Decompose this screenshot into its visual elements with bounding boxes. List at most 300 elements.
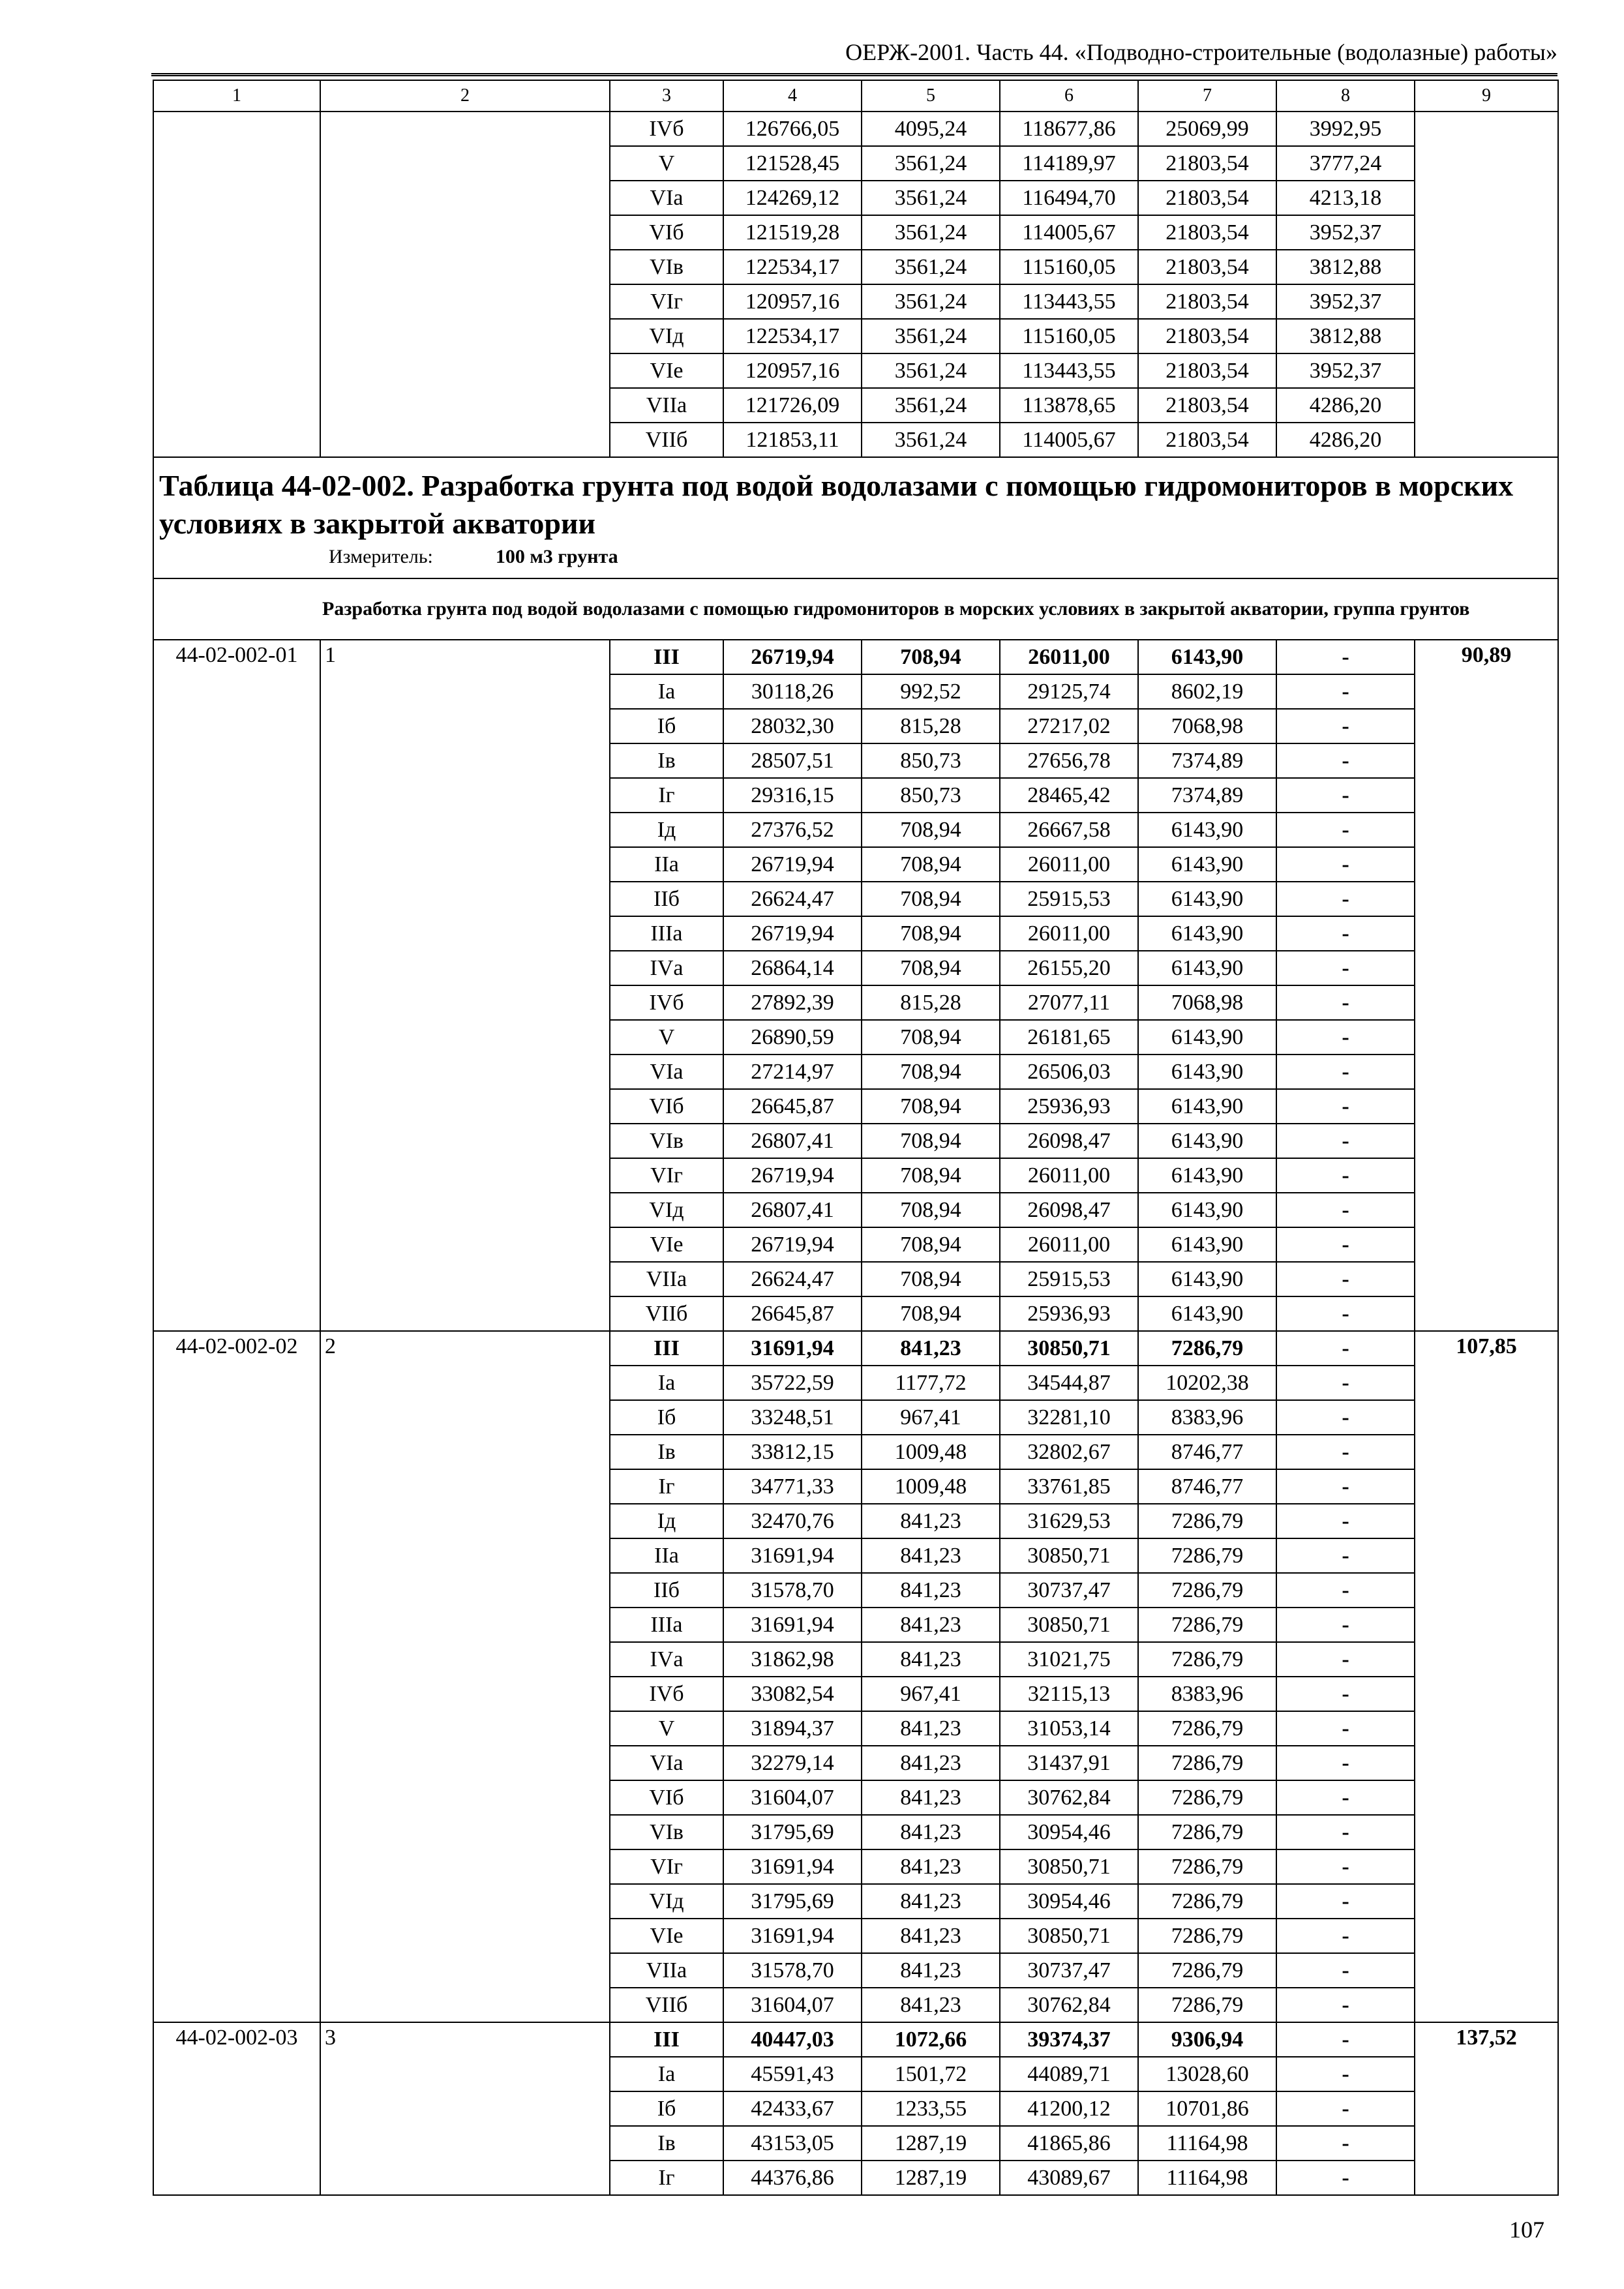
machinists-wages: 8383,96	[1138, 1677, 1276, 1711]
labor-cost: 90,89	[1415, 640, 1558, 1331]
column-number: 2	[320, 80, 610, 112]
table-title-row	[153, 457, 1558, 578]
machinists-wages: 6143,90	[1138, 640, 1276, 674]
col9-cell	[1415, 112, 1558, 457]
wages: 3561,24	[862, 250, 1000, 284]
column-number: 5	[862, 80, 1000, 112]
machinists-wages: 6143,90	[1138, 1055, 1276, 1089]
machines-cost: 26011,00	[1000, 1227, 1138, 1262]
soil-group: VIа	[610, 1055, 723, 1089]
total-cost: 26645,87	[723, 1296, 862, 1331]
soil-group: VIIб	[610, 1988, 723, 2022]
page-number: 107	[1509, 2217, 1544, 2243]
machines-cost: 30850,71	[1000, 1608, 1138, 1642]
wages: 1233,55	[862, 2091, 1000, 2126]
soil-group: VIб	[610, 1780, 723, 1815]
soil-group: Iб	[610, 1400, 723, 1435]
machines-cost: 34544,87	[1000, 1366, 1138, 1400]
wages: 3561,24	[862, 319, 1000, 353]
machines-cost: 44089,71	[1000, 2057, 1138, 2091]
machinists-wages: 21803,54	[1138, 388, 1276, 423]
machinists-wages: 7286,79	[1138, 1884, 1276, 1919]
total-cost: 44376,86	[723, 2161, 862, 2195]
machinists-wages: 8746,77	[1138, 1469, 1276, 1504]
soil-group: VIIа	[610, 1953, 723, 1988]
machines-cost: 27656,78	[1000, 743, 1138, 778]
soil-group: Iв	[610, 743, 723, 778]
machines-cost: 113443,55	[1000, 284, 1138, 319]
wages: 708,94	[862, 951, 1000, 985]
machines-cost: 28465,42	[1000, 778, 1138, 813]
machines-cost: 25936,93	[1000, 1296, 1138, 1331]
soil-group: VIв	[610, 1815, 723, 1849]
soil-group: VIе	[610, 353, 723, 388]
total-cost: 27214,97	[723, 1055, 862, 1089]
wages: 1287,19	[862, 2126, 1000, 2161]
machinists-wages: 7286,79	[1138, 1642, 1276, 1677]
table-row-main	[153, 1331, 1558, 1366]
soil-group: Iа	[610, 674, 723, 709]
materials-cost: -	[1276, 1366, 1415, 1400]
soil-group: VIв	[610, 250, 723, 284]
materials-cost: -	[1276, 1919, 1415, 1953]
machines-cost: 26098,47	[1000, 1193, 1138, 1227]
materials-cost: -	[1276, 1642, 1415, 1677]
total-cost: 26719,94	[723, 916, 862, 951]
machines-cost: 33761,85	[1000, 1469, 1138, 1504]
machinists-wages: 10202,38	[1138, 1366, 1276, 1400]
materials-cost: -	[1276, 778, 1415, 813]
machinists-wages: 7286,79	[1138, 1988, 1276, 2022]
soil-group: III	[610, 2022, 723, 2057]
soil-group: III	[610, 1331, 723, 1366]
materials-cost: -	[1276, 916, 1415, 951]
rate-number: 2	[320, 1331, 610, 2022]
materials-cost: -	[1276, 1504, 1415, 1538]
machines-cost: 31053,14	[1000, 1711, 1138, 1746]
machines-cost: 26011,00	[1000, 847, 1138, 882]
wages: 815,28	[862, 709, 1000, 743]
total-cost: 122534,17	[723, 319, 862, 353]
materials-cost: -	[1276, 1988, 1415, 2022]
materials-cost: -	[1276, 1296, 1415, 1331]
machinists-wages: 7374,89	[1138, 743, 1276, 778]
wages: 708,94	[862, 1020, 1000, 1055]
soil-group: VIб	[610, 215, 723, 250]
total-cost: 45591,43	[723, 2057, 862, 2091]
total-cost: 26807,41	[723, 1193, 862, 1227]
machinists-wages: 7286,79	[1138, 1504, 1276, 1538]
wages: 3561,24	[862, 388, 1000, 423]
materials-cost: 3952,37	[1276, 353, 1415, 388]
machines-cost: 29125,74	[1000, 674, 1138, 709]
machines-cost: 30737,47	[1000, 1953, 1138, 1988]
machines-cost: 113878,65	[1000, 388, 1138, 423]
machines-cost: 25915,53	[1000, 1262, 1138, 1296]
column-number: 3	[610, 80, 723, 112]
materials-cost: -	[1276, 1469, 1415, 1504]
soil-group: Iб	[610, 2091, 723, 2126]
materials-cost: -	[1276, 1055, 1415, 1089]
wages: 967,41	[862, 1400, 1000, 1435]
rate-number: 1	[320, 640, 610, 1331]
wages: 841,23	[862, 1953, 1000, 1988]
total-cost: 31691,94	[723, 1608, 862, 1642]
soil-group: VIг	[610, 1158, 723, 1193]
wages: 992,52	[862, 674, 1000, 709]
machines-cost: 26506,03	[1000, 1055, 1138, 1089]
wages: 841,23	[862, 1642, 1000, 1677]
machines-cost: 30850,71	[1000, 1849, 1138, 1884]
machinists-wages: 21803,54	[1138, 423, 1276, 457]
materials-cost: -	[1276, 1849, 1415, 1884]
soil-group: IIа	[610, 847, 723, 882]
total-cost: 31862,98	[723, 1642, 862, 1677]
machines-cost: 30954,46	[1000, 1884, 1138, 1919]
total-cost: 42433,67	[723, 2091, 862, 2126]
machinists-wages: 6143,90	[1138, 1158, 1276, 1193]
total-cost: 26719,94	[723, 1158, 862, 1193]
soil-group: Iа	[610, 2057, 723, 2091]
column-number: 6	[1000, 80, 1138, 112]
machinists-wages: 6143,90	[1138, 882, 1276, 916]
machinists-wages: 9306,94	[1138, 2022, 1276, 2057]
materials-cost: -	[1276, 1435, 1415, 1469]
soil-group: IIб	[610, 1573, 723, 1608]
total-cost: 126766,05	[723, 112, 862, 146]
wages: 708,94	[862, 1227, 1000, 1262]
machines-cost: 114005,67	[1000, 423, 1138, 457]
soil-group: VIг	[610, 284, 723, 319]
column-number: 7	[1138, 80, 1276, 112]
machinists-wages: 6143,90	[1138, 1124, 1276, 1158]
wages: 708,94	[862, 847, 1000, 882]
machines-cost: 41865,86	[1000, 2126, 1138, 2161]
wages: 841,23	[862, 1780, 1000, 1815]
machinists-wages: 11164,98	[1138, 2126, 1276, 2161]
machinists-wages: 21803,54	[1138, 284, 1276, 319]
machines-cost: 116494,70	[1000, 181, 1138, 215]
materials-cost: -	[1276, 2126, 1415, 2161]
machinists-wages: 10701,86	[1138, 2091, 1276, 2126]
section-title: Разработка грунта под водой водолазами с помощью гидромониторов в морских условиях в закрытой акватории, группа грунтов	[153, 578, 1558, 640]
soil-group: IVб	[610, 985, 723, 1020]
measure-line	[159, 543, 1552, 571]
materials-cost: 3952,37	[1276, 284, 1415, 319]
soil-group: Iв	[610, 1435, 723, 1469]
machinists-wages: 8383,96	[1138, 1400, 1276, 1435]
materials-cost: 3812,88	[1276, 319, 1415, 353]
wages: 841,23	[862, 1538, 1000, 1573]
wages: 3561,24	[862, 181, 1000, 215]
materials-cost: 3777,24	[1276, 146, 1415, 181]
machines-cost: 27077,11	[1000, 985, 1138, 1020]
materials-cost: -	[1276, 813, 1415, 847]
total-cost: 31578,70	[723, 1953, 862, 1988]
machinists-wages: 7286,79	[1138, 1538, 1276, 1573]
wages: 815,28	[862, 985, 1000, 1020]
total-cost: 121528,45	[723, 146, 862, 181]
materials-cost: -	[1276, 1953, 1415, 1988]
materials-cost: 4286,20	[1276, 388, 1415, 423]
materials-cost: -	[1276, 882, 1415, 916]
materials-cost: -	[1276, 709, 1415, 743]
column-number-row	[153, 80, 1558, 112]
rate-number: 3	[320, 2022, 610, 2195]
materials-cost: 4286,20	[1276, 423, 1415, 457]
table-title-cell	[153, 457, 1558, 578]
materials-cost: 3952,37	[1276, 215, 1415, 250]
machinists-wages: 7286,79	[1138, 1849, 1276, 1884]
total-cost: 31604,07	[723, 1988, 862, 2022]
materials-cost: -	[1276, 1677, 1415, 1711]
machinists-wages: 6143,90	[1138, 951, 1276, 985]
materials-cost: -	[1276, 2091, 1415, 2126]
wages: 1177,72	[862, 1366, 1000, 1400]
materials-cost: -	[1276, 951, 1415, 985]
wages: 841,23	[862, 1988, 1000, 2022]
labor-cost: 107,85	[1415, 1331, 1558, 2022]
machines-cost: 39374,37	[1000, 2022, 1138, 2057]
machines-cost: 26155,20	[1000, 951, 1138, 985]
total-cost: 26624,47	[723, 882, 862, 916]
rates-table	[153, 80, 1559, 2196]
soil-group: V	[610, 146, 723, 181]
machinists-wages: 6143,90	[1138, 916, 1276, 951]
materials-cost: -	[1276, 1538, 1415, 1573]
total-cost: 32279,14	[723, 1746, 862, 1780]
wages: 708,94	[862, 640, 1000, 674]
soil-group: IIб	[610, 882, 723, 916]
wages: 841,23	[862, 1849, 1000, 1884]
machines-cost: 31437,91	[1000, 1746, 1138, 1780]
measure-value: 100 м3 грунта	[495, 546, 618, 567]
materials-cost: -	[1276, 1746, 1415, 1780]
machinists-wages: 21803,54	[1138, 215, 1276, 250]
soil-group: VIIа	[610, 1262, 723, 1296]
header-rule	[151, 73, 1557, 76]
machinists-wages: 7286,79	[1138, 1331, 1276, 1366]
machines-cost: 30762,84	[1000, 1988, 1138, 2022]
machines-cost: 30850,71	[1000, 1331, 1138, 1366]
machines-cost: 43089,67	[1000, 2161, 1138, 2195]
total-cost: 28032,30	[723, 709, 862, 743]
machines-cost: 41200,12	[1000, 2091, 1138, 2126]
total-cost: 26719,94	[723, 847, 862, 882]
running-header: ОЕРЖ-2001. Часть 44. «Подводно-строительные (водолазные) работы»	[845, 39, 1557, 65]
wages: 841,23	[862, 1504, 1000, 1538]
materials-cost: -	[1276, 1020, 1415, 1055]
machinists-wages: 6143,90	[1138, 1089, 1276, 1124]
machinists-wages: 7286,79	[1138, 1711, 1276, 1746]
column-number: 4	[723, 80, 862, 112]
soil-group: VIIб	[610, 1296, 723, 1331]
machinists-wages: 7286,79	[1138, 1608, 1276, 1642]
machinists-wages: 6143,90	[1138, 1020, 1276, 1055]
wages: 708,94	[862, 1089, 1000, 1124]
wages: 1072,66	[862, 2022, 1000, 2057]
total-cost: 34771,33	[723, 1469, 862, 1504]
machines-cost: 25936,93	[1000, 1089, 1138, 1124]
materials-cost: -	[1276, 743, 1415, 778]
soil-group: V	[610, 1020, 723, 1055]
wages: 841,23	[862, 1573, 1000, 1608]
total-cost: 29316,15	[723, 778, 862, 813]
wages: 3561,24	[862, 146, 1000, 181]
materials-cost: -	[1276, 640, 1415, 674]
soil-group: IIIа	[610, 1608, 723, 1642]
soil-group: Iг	[610, 2161, 723, 2195]
labor-cost: 137,52	[1415, 2022, 1558, 2195]
total-cost: 31691,94	[723, 1919, 862, 1953]
materials-cost: -	[1276, 674, 1415, 709]
total-cost: 26719,94	[723, 640, 862, 674]
total-cost: 26719,94	[723, 1227, 862, 1262]
machines-cost: 30954,46	[1000, 1815, 1138, 1849]
soil-group: Iв	[610, 2126, 723, 2161]
total-cost: 43153,05	[723, 2126, 862, 2161]
wages: 1009,48	[862, 1469, 1000, 1504]
machines-cost: 26667,58	[1000, 813, 1138, 847]
materials-cost: -	[1276, 1262, 1415, 1296]
soil-group: VIд	[610, 319, 723, 353]
soil-group: III	[610, 640, 723, 674]
rate-code: 44-02-002-02	[153, 1331, 320, 2022]
materials-cost: -	[1276, 985, 1415, 1020]
total-cost: 33248,51	[723, 1400, 862, 1435]
wages: 967,41	[862, 1677, 1000, 1711]
machinists-wages: 6143,90	[1138, 847, 1276, 882]
machines-cost: 26011,00	[1000, 916, 1138, 951]
total-cost: 30118,26	[723, 674, 862, 709]
soil-group: Iа	[610, 1366, 723, 1400]
total-cost: 27376,52	[723, 813, 862, 847]
total-cost: 31795,69	[723, 1884, 862, 1919]
table-title: Таблица 44-02-002. Разработка грунта под водой водолазами с помощью гидромониторов в морских условиях в закрытой акватории	[159, 469, 1514, 540]
wages: 3561,24	[862, 215, 1000, 250]
machines-cost: 30762,84	[1000, 1780, 1138, 1815]
wages: 708,94	[862, 1124, 1000, 1158]
materials-cost: -	[1276, 2057, 1415, 2091]
machinists-wages: 7068,98	[1138, 709, 1276, 743]
wages: 841,23	[862, 1608, 1000, 1642]
wages: 4095,24	[862, 112, 1000, 146]
wages: 841,23	[862, 1884, 1000, 1919]
soil-group: IVа	[610, 1642, 723, 1677]
soil-group: VIа	[610, 181, 723, 215]
soil-group: Iд	[610, 813, 723, 847]
materials-cost: -	[1276, 1124, 1415, 1158]
wages: 1287,19	[862, 2161, 1000, 2195]
total-cost: 31691,94	[723, 1849, 862, 1884]
total-cost: 26807,41	[723, 1124, 862, 1158]
table-row	[153, 112, 1558, 146]
machinists-wages: 11164,98	[1138, 2161, 1276, 2195]
wages: 841,23	[862, 1711, 1000, 1746]
soil-group: VIе	[610, 1919, 723, 1953]
total-cost: 120957,16	[723, 353, 862, 388]
total-cost: 31894,37	[723, 1711, 862, 1746]
machinists-wages: 21803,54	[1138, 181, 1276, 215]
machines-cost: 114189,97	[1000, 146, 1138, 181]
machines-cost: 118677,86	[1000, 112, 1138, 146]
materials-cost: -	[1276, 1400, 1415, 1435]
machines-cost: 30850,71	[1000, 1919, 1138, 1953]
wages: 708,94	[862, 1296, 1000, 1331]
machinists-wages: 8602,19	[1138, 674, 1276, 709]
machinists-wages: 7286,79	[1138, 1953, 1276, 1988]
wages: 1009,48	[862, 1435, 1000, 1469]
machinists-wages: 21803,54	[1138, 250, 1276, 284]
materials-cost: 3992,95	[1276, 112, 1415, 146]
wages: 841,23	[862, 1331, 1000, 1366]
machines-cost: 26098,47	[1000, 1124, 1138, 1158]
materials-cost: -	[1276, 1193, 1415, 1227]
column-number: 1	[153, 80, 320, 112]
machines-cost: 31629,53	[1000, 1504, 1138, 1538]
total-cost: 26645,87	[723, 1089, 862, 1124]
machines-cost: 114005,67	[1000, 215, 1138, 250]
machines-cost: 31021,75	[1000, 1642, 1138, 1677]
total-cost: 40447,03	[723, 2022, 862, 2057]
machinists-wages: 7286,79	[1138, 1573, 1276, 1608]
machines-cost: 32802,67	[1000, 1435, 1138, 1469]
machinists-wages: 25069,99	[1138, 112, 1276, 146]
soil-group: VIа	[610, 1746, 723, 1780]
total-cost: 31691,94	[723, 1538, 862, 1573]
soil-group: IVа	[610, 951, 723, 985]
soil-group: V	[610, 1711, 723, 1746]
soil-group: IVб	[610, 1677, 723, 1711]
wages: 708,94	[862, 1262, 1000, 1296]
total-cost: 31691,94	[723, 1331, 862, 1366]
total-cost: 121519,28	[723, 215, 862, 250]
column-number: 9	[1415, 80, 1558, 112]
machinists-wages: 6143,90	[1138, 1296, 1276, 1331]
wages: 841,23	[862, 1815, 1000, 1849]
machines-cost: 26011,00	[1000, 640, 1138, 674]
materials-cost: -	[1276, 1227, 1415, 1262]
machinists-wages: 8746,77	[1138, 1435, 1276, 1469]
machines-cost: 30850,71	[1000, 1538, 1138, 1573]
total-cost: 124269,12	[723, 181, 862, 215]
wages: 3561,24	[862, 284, 1000, 319]
table-row-main	[153, 640, 1558, 674]
machines-cost: 25915,53	[1000, 882, 1138, 916]
materials-cost: -	[1276, 1089, 1415, 1124]
total-cost: 121726,09	[723, 388, 862, 423]
table-row-main	[153, 2022, 1558, 2057]
total-cost: 122534,17	[723, 250, 862, 284]
machines-cost: 26011,00	[1000, 1158, 1138, 1193]
total-cost: 26890,59	[723, 1020, 862, 1055]
wages: 3561,24	[862, 353, 1000, 388]
machinists-wages: 7374,89	[1138, 778, 1276, 813]
total-cost: 31604,07	[723, 1780, 862, 1815]
machines-cost: 30737,47	[1000, 1573, 1138, 1608]
machines-cost: 32115,13	[1000, 1677, 1138, 1711]
materials-cost: -	[1276, 847, 1415, 882]
wages: 841,23	[862, 1746, 1000, 1780]
machinists-wages: 6143,90	[1138, 813, 1276, 847]
total-cost: 26864,14	[723, 951, 862, 985]
soil-group: VIIб	[610, 423, 723, 457]
column-number: 8	[1276, 80, 1415, 112]
measure-label: Измеритель:	[329, 546, 433, 567]
soil-group: VIIа	[610, 388, 723, 423]
soil-group: VIд	[610, 1884, 723, 1919]
materials-cost: -	[1276, 1711, 1415, 1746]
